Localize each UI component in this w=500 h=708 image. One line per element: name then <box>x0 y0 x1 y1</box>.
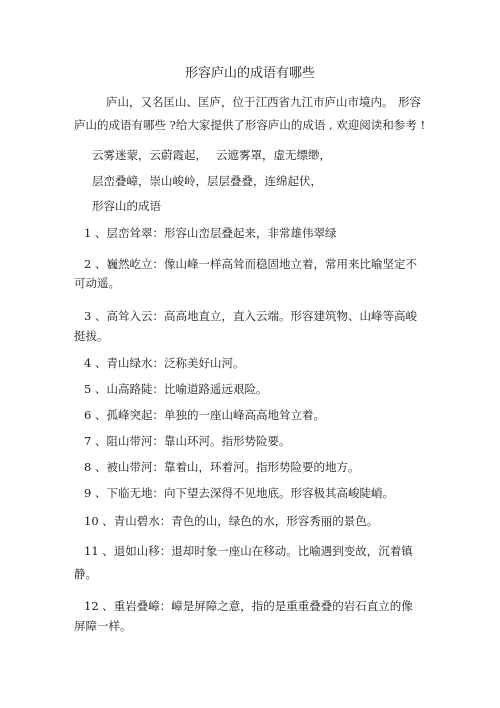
phrase-line-1b: 云遮雾罩，虚无缥缈， <box>216 148 331 162</box>
list-item-8: 8 、被山带河：靠着山，环着河。指形势险要的地方。 <box>84 460 360 474</box>
list-item-4: 4 、青山绿水：泛称美好山河。 <box>84 356 245 370</box>
list-item-11-cont: 静。 <box>74 567 97 581</box>
list-item-11: 11 、退如山移：退却时象一座山在移动。比喻遇到变故，沉着镇 <box>84 544 413 558</box>
list-item-1: 1 、层峦耸翠：形容山峦层叠起来，非常雄伟翠绿 <box>84 226 337 240</box>
list-item-2: 2 、巍然屹立：像山峰一样高耸而稳固地立着，常用来比喻坚定不 <box>84 257 417 271</box>
phrase-line-1a: 云雾迷蒙，云蔚霞起， <box>92 148 207 162</box>
list-item-3: 3 、高耸入云：高高地直立，直入云端。形容建筑物、山峰等高峻 <box>84 309 417 323</box>
list-item-7: 7 、阻山带河：靠山环河。指形势险要。 <box>84 434 291 448</box>
list-item-12: 12 、重岩叠嶂：嶂是屏障之意，指的是重重叠叠的岩石直立的像 <box>84 599 413 613</box>
list-item-5: 5 、山高路陡：比喻道路遥远艰险。 <box>84 382 268 396</box>
intro-line-1-tail: 形容 <box>398 95 421 109</box>
intro-line-2: 庐山的成语有哪些 ?给大家提供了形容庐山的成语 , 欢迎阅读和参考 ! <box>74 118 426 132</box>
list-item-9: 9 、下临无地：向下望去深得不见地底。形容极其高峻陡峭。 <box>84 486 394 500</box>
list-item-6: 6 、孤峰突起：单独的一座山峰高高地耸立着。 <box>84 408 325 422</box>
list-item-10: 10 、青山碧水：青色的山，绿色的水，形容秀丽的景色。 <box>84 514 379 528</box>
phrase-line-2: 层峦叠嶂，崇山峻岭，层层叠叠，连绵起伏， <box>92 174 322 188</box>
list-item-12-cont: 屏障一样。 <box>74 619 132 633</box>
section-heading: 形容山的成语 <box>92 199 161 213</box>
list-item-2-cont: 可动遥。 <box>74 276 120 290</box>
document-title: 形容庐山的成语有哪些 <box>184 66 315 81</box>
list-item-3-cont: 挺拔。 <box>74 329 109 343</box>
intro-line-1: 庐山，又名匡山、匡庐，位于江西省九江市庐山市境内。 <box>106 95 394 109</box>
